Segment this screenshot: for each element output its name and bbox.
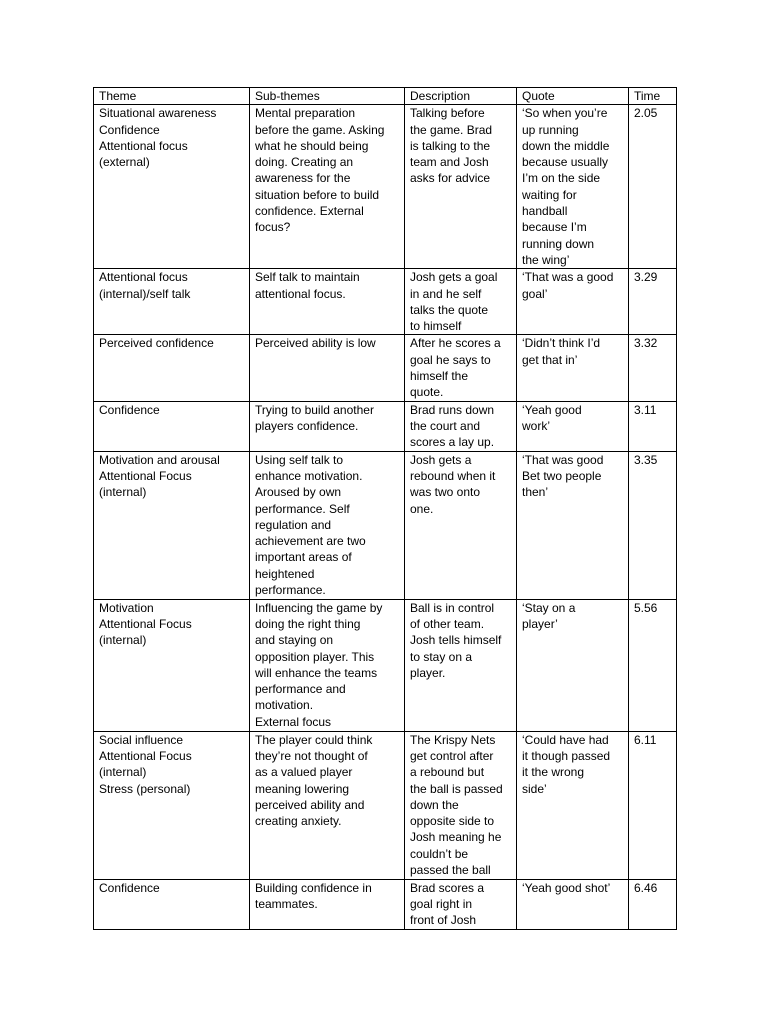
description-line: goal he says to xyxy=(410,352,491,367)
theme-line: Attentional Focus xyxy=(99,468,192,483)
cell-description xyxy=(405,451,517,599)
cell-theme xyxy=(94,401,250,451)
cell-time: 2.05 xyxy=(629,105,677,269)
description-line: the ball is passed xyxy=(410,781,503,796)
description-line: Josh gets a xyxy=(410,452,472,467)
cell-description xyxy=(405,401,517,451)
cell-subthemes xyxy=(250,335,405,401)
cell-time: 3.29 xyxy=(629,269,677,335)
theme-line: Attentional focus xyxy=(99,270,188,285)
cell-theme xyxy=(94,879,250,929)
subthemes-line: Using self talk to xyxy=(255,452,344,467)
subthemes-line: The player could think xyxy=(255,732,373,747)
theme-line: Stress (personal) xyxy=(99,781,191,796)
description-line: Talking before xyxy=(410,106,485,121)
quote-line: ‘That was good xyxy=(522,452,604,467)
cell-description xyxy=(405,335,517,401)
quote-line: I’m on the side xyxy=(522,171,601,186)
description-line: Brad runs down xyxy=(410,402,495,417)
theme-line: Attentional Focus xyxy=(99,748,192,763)
cell-description xyxy=(405,879,517,929)
description-line: himself the xyxy=(410,369,469,384)
subthemes-line: attentional focus. xyxy=(255,286,346,301)
cell-theme xyxy=(94,451,250,599)
cell-quote xyxy=(517,879,629,929)
description-line: in and he self xyxy=(410,286,482,301)
theme-line: (external) xyxy=(99,155,150,170)
description-line: The Krispy Nets xyxy=(410,732,496,747)
quote-line: ‘Didn’t think I’d xyxy=(522,336,601,351)
subthemes-line: teammates. xyxy=(255,896,318,911)
cell-theme xyxy=(94,731,250,879)
description-line: asks for advice xyxy=(410,171,491,186)
table-row xyxy=(94,105,677,269)
description-line: a rebound but xyxy=(410,765,485,780)
description-line: Josh meaning he xyxy=(410,830,502,845)
subthemes-line: Perceived ability is low xyxy=(255,336,376,351)
header-description: Description xyxy=(405,88,517,105)
description-line: passed the ball xyxy=(410,863,491,878)
quote-line: side’ xyxy=(522,781,547,796)
table-row xyxy=(94,401,677,451)
subthemes-line: Building confidence in xyxy=(255,880,372,895)
subthemes-line: they’re not thought of xyxy=(255,748,368,763)
description-line: rebound when it xyxy=(410,468,496,483)
table-row xyxy=(94,335,677,401)
cell-description xyxy=(405,269,517,335)
subthemes-line: performance. Self xyxy=(255,501,350,516)
cell-quote xyxy=(517,599,629,731)
description-line: get control after xyxy=(410,748,494,763)
header-quote: Quote xyxy=(517,88,629,105)
cell-quote xyxy=(517,105,629,269)
subthemes-line: motivation. xyxy=(255,698,314,713)
theme-line: Confidence xyxy=(99,122,160,137)
theme-line: Confidence xyxy=(99,402,160,417)
description-line: goal right in xyxy=(410,896,473,911)
cell-subthemes xyxy=(250,879,405,929)
cell-time: 5.56 xyxy=(629,599,677,731)
quote-line: because I’m xyxy=(522,220,587,235)
description-line: the game. Brad xyxy=(410,122,493,137)
cell-description xyxy=(405,105,517,269)
cell-quote xyxy=(517,269,629,335)
quote-line: ‘Could have had xyxy=(522,732,609,747)
quote-line: it though passed xyxy=(522,748,611,763)
quote-line: because usually xyxy=(522,155,609,170)
description-line: Josh tells himself xyxy=(410,633,502,648)
description-line: Josh gets a goal xyxy=(410,270,498,285)
subthemes-line: confidence. External xyxy=(255,204,364,219)
theme-line: (internal) xyxy=(99,765,147,780)
description-line: to himself xyxy=(410,319,462,334)
cell-subthemes xyxy=(250,451,405,599)
theme-line: (internal) xyxy=(99,485,147,500)
description-line: to stay on a xyxy=(410,649,473,664)
theme-line: Situational awareness xyxy=(99,106,217,121)
description-line: one. xyxy=(410,501,434,516)
cell-time: 3.11 xyxy=(629,401,677,451)
description-line: was two onto xyxy=(410,485,481,500)
subthemes-line: creating anxiety. xyxy=(255,814,342,829)
cell-subthemes xyxy=(250,401,405,451)
subthemes-line: situation before to build xyxy=(255,187,380,202)
cell-quote xyxy=(517,731,629,879)
subthemes-line: Trying to build another xyxy=(255,402,374,417)
table-row xyxy=(94,451,677,599)
cell-subthemes xyxy=(250,105,405,269)
description-line: quote. xyxy=(410,385,444,400)
quote-line: get that in’ xyxy=(522,352,578,367)
subthemes-line: doing the right thing xyxy=(255,616,361,631)
theme-line: Attentional Focus xyxy=(99,616,192,631)
description-line: front of Josh xyxy=(410,913,477,928)
description-line: Brad scores a xyxy=(410,880,485,895)
cell-quote xyxy=(517,451,629,599)
theme-line: Motivation xyxy=(99,600,154,615)
cell-subthemes xyxy=(250,731,405,879)
quote-line: ‘Stay on a xyxy=(522,600,576,615)
description-line: down the xyxy=(410,797,459,812)
cell-time: 6.46 xyxy=(629,879,677,929)
cell-time: 6.11 xyxy=(629,731,677,879)
cell-description xyxy=(405,731,517,879)
description-line: Ball is in control xyxy=(410,600,495,615)
cell-theme xyxy=(94,105,250,269)
subthemes-line: Influencing the game by xyxy=(255,600,383,615)
description-line: player. xyxy=(410,665,446,680)
quote-line: ‘That was a good xyxy=(522,270,614,285)
cell-subthemes xyxy=(250,269,405,335)
cell-theme xyxy=(94,335,250,401)
cell-theme xyxy=(94,269,250,335)
quote-line: ‘So when you’re xyxy=(522,106,608,121)
cell-quote xyxy=(517,335,629,401)
quote-line: the wing’ xyxy=(522,252,570,267)
table-row xyxy=(94,599,677,731)
description-line: couldn’t be xyxy=(410,846,469,861)
theme-line: Social influence xyxy=(99,732,184,747)
subthemes-line: External focus xyxy=(255,714,332,729)
subthemes-line: opposition player. This xyxy=(255,649,375,664)
subthemes-line: and staying on xyxy=(255,633,334,648)
theme-line: Attentional focus xyxy=(99,138,188,153)
theme-line: Confidence xyxy=(99,880,160,895)
quote-line: goal’ xyxy=(522,286,548,301)
description-line: opposite side to xyxy=(410,814,495,829)
cell-theme xyxy=(94,599,250,731)
themes-table xyxy=(93,87,677,930)
quote-line: down the middle xyxy=(522,138,610,153)
table-row xyxy=(94,879,677,929)
theme-line: Perceived confidence xyxy=(99,336,214,351)
header-theme: Theme xyxy=(94,88,250,105)
header-time: Time xyxy=(629,88,677,105)
subthemes-line: heightened xyxy=(255,566,315,581)
theme-line: Motivation and arousal xyxy=(99,452,220,467)
cell-description xyxy=(405,599,517,731)
subthemes-line: important areas of xyxy=(255,550,352,565)
quote-line: it the wrong xyxy=(522,765,585,780)
quote-line: handball xyxy=(522,204,568,219)
subthemes-line: regulation and xyxy=(255,517,332,532)
cell-time: 3.32 xyxy=(629,335,677,401)
subthemes-line: achievement are two xyxy=(255,534,366,549)
description-line: team and Josh xyxy=(410,155,489,170)
subthemes-line: before the game. Asking xyxy=(255,122,385,137)
theme-line: (internal) xyxy=(99,633,147,648)
subthemes-line: Mental preparation xyxy=(255,106,356,121)
cell-time: 3.35 xyxy=(629,451,677,599)
subthemes-line: as a valued player xyxy=(255,765,353,780)
subthemes-line: focus? xyxy=(255,220,291,235)
quote-line: then’ xyxy=(522,485,549,500)
subthemes-line: Self talk to maintain xyxy=(255,270,360,285)
quote-line: ‘Yeah good xyxy=(522,402,582,417)
table-row xyxy=(94,269,677,335)
cell-quote xyxy=(517,401,629,451)
table-body xyxy=(94,105,677,929)
subthemes-line: performance. xyxy=(255,583,326,598)
description-line: After he scores a xyxy=(410,336,501,351)
subthemes-line: doing. Creating an xyxy=(255,155,354,170)
quote-line: work’ xyxy=(522,418,551,433)
description-line: talks the quote xyxy=(410,302,489,317)
quote-line: waiting for xyxy=(522,187,577,202)
quote-line: up running xyxy=(522,122,579,137)
description-line: the court and xyxy=(410,418,481,433)
subthemes-line: what he should being xyxy=(255,138,369,153)
cell-subthemes xyxy=(250,599,405,731)
subthemes-line: will enhance the teams xyxy=(255,665,378,680)
quote-line: running down xyxy=(522,236,595,251)
subthemes-line: performance and xyxy=(255,682,346,697)
subthemes-line: enhance motivation. xyxy=(255,468,363,483)
subthemes-line: players confidence. xyxy=(255,418,359,433)
table-header-row xyxy=(94,88,677,105)
subthemes-line: perceived ability and xyxy=(255,797,365,812)
quote-line: Bet two people xyxy=(522,468,602,483)
subthemes-line: awareness for the xyxy=(255,171,351,186)
table-row xyxy=(94,731,677,879)
subthemes-line: Aroused by own xyxy=(255,485,342,500)
header-subthemes: Sub-themes xyxy=(250,88,405,105)
theme-line: (internal)/self talk xyxy=(99,286,191,301)
description-line: of other team. xyxy=(410,616,485,631)
quote-line: player’ xyxy=(522,616,558,631)
subthemes-line: meaning lowering xyxy=(255,781,350,796)
quote-line: ‘Yeah good shot’ xyxy=(522,880,611,895)
description-line: scores a lay up. xyxy=(410,435,495,450)
description-line: is talking to the xyxy=(410,138,491,153)
